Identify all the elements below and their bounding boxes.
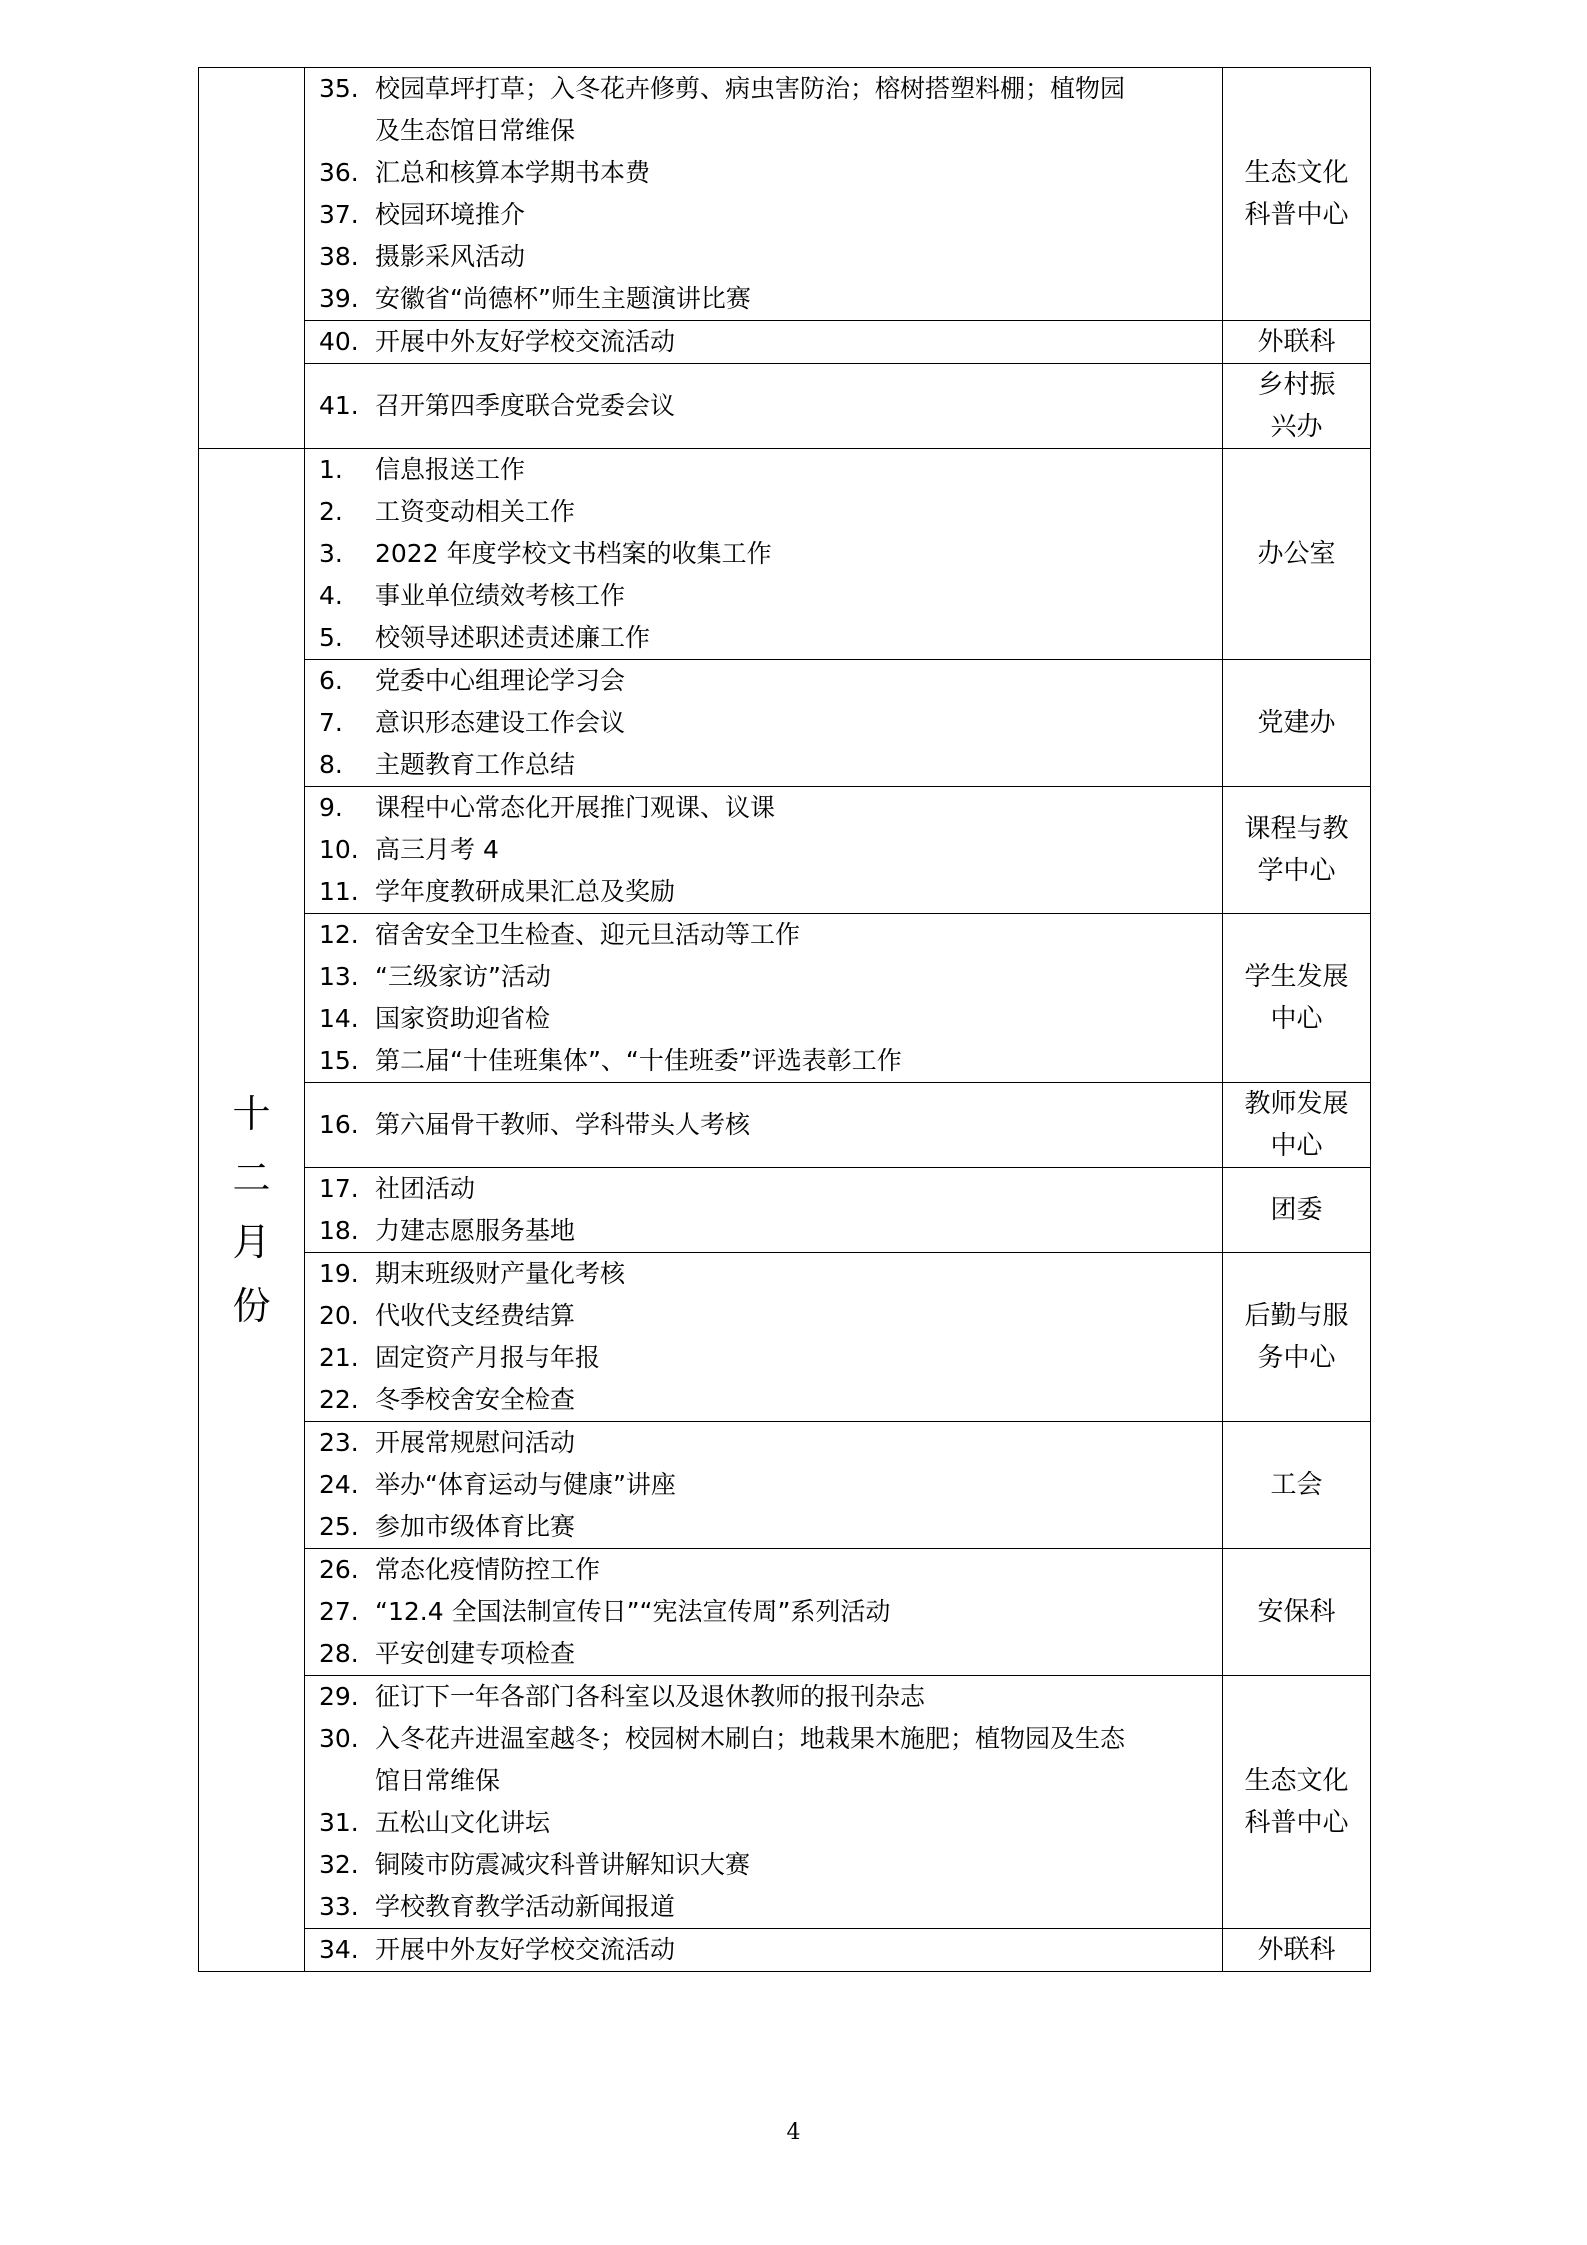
month-char: 二 xyxy=(232,1156,271,1200)
department-cell xyxy=(1223,1253,1371,1422)
task-item xyxy=(305,1104,1222,1146)
task-number: 36. xyxy=(319,158,359,187)
task-text: 校园环境推介 xyxy=(375,200,526,229)
task-list-cell xyxy=(305,1676,1223,1929)
task-group-row xyxy=(199,787,1371,914)
task-item xyxy=(305,787,1222,829)
task-number: 9. xyxy=(319,793,343,822)
task-item xyxy=(305,998,1222,1040)
task-number: 37. xyxy=(319,200,359,229)
task-item xyxy=(305,829,1222,871)
task-text: 主题教育工作总结 xyxy=(375,750,576,779)
task-number: 17. xyxy=(319,1174,359,1203)
task-text: 汇总和核算本学期书本费 xyxy=(375,158,651,187)
department-name: 后勤与服 xyxy=(1244,1301,1349,1331)
task-item xyxy=(305,110,1222,152)
department-name: 学中心 xyxy=(1257,856,1336,886)
task-number: 29. xyxy=(319,1682,359,1711)
task-number xyxy=(305,110,375,152)
task-number: 8. xyxy=(319,750,343,779)
task-list-cell xyxy=(305,364,1223,449)
task-text: 平安创建专项检查 xyxy=(375,1639,576,1668)
task-text: 开展中外友好学校交流活动 xyxy=(375,1935,676,1964)
task-number: 5. xyxy=(319,623,343,652)
month-cell xyxy=(199,449,305,1972)
task-item xyxy=(305,236,1222,278)
month-label xyxy=(232,1091,270,1329)
department-cell xyxy=(1223,1676,1371,1929)
task-text: 铜陵市防震减灾科普讲解知识大赛 xyxy=(375,1850,751,1879)
task-list-cell xyxy=(305,1083,1223,1168)
task-text: 校领导述职述责述廉工作 xyxy=(375,623,651,652)
task-item xyxy=(305,617,1222,659)
task-number: 27. xyxy=(319,1597,359,1626)
task-text: 工资变动相关工作 xyxy=(375,497,576,526)
task-number: 2. xyxy=(319,497,343,526)
task-item xyxy=(305,1464,1222,1506)
department-cell xyxy=(1223,1549,1371,1676)
task-number: 31. xyxy=(319,1808,359,1837)
task-list-cell xyxy=(305,1253,1223,1422)
department-name: 中心 xyxy=(1270,1131,1323,1161)
department-name: 乡村振 xyxy=(1257,370,1336,400)
task-number: 19. xyxy=(319,1259,359,1288)
task-text: 力建志愿服务基地 xyxy=(375,1216,576,1245)
task-text: 宿舍安全卫生检查、迎元旦活动等工作 xyxy=(375,920,801,949)
task-item xyxy=(305,1337,1222,1379)
task-list-cell xyxy=(305,1168,1223,1253)
task-number: 13. xyxy=(319,962,359,991)
task-number: 26. xyxy=(319,1555,359,1584)
department-cell xyxy=(1223,1168,1371,1253)
task-item xyxy=(305,1844,1222,1886)
task-list-cell xyxy=(305,914,1223,1083)
department-cell xyxy=(1223,68,1371,321)
task-number: 11. xyxy=(319,877,359,906)
department-name: 学生发展 xyxy=(1244,962,1349,992)
department-name: 办公室 xyxy=(1257,539,1336,569)
task-group-row xyxy=(199,1083,1371,1168)
task-text: “12.4 全国法制宣传日”“宪法宣传周”系列活动 xyxy=(375,1597,891,1626)
task-item xyxy=(305,491,1222,533)
task-text: 入冬花卉进温室越冬；校园树木刷白；地栽果木施肥；植物园及生态 xyxy=(375,1724,1126,1753)
department-name: 科普中心 xyxy=(1244,200,1349,230)
task-text: 开展常规慰问活动 xyxy=(375,1428,576,1457)
task-number: 40. xyxy=(319,327,359,356)
task-item xyxy=(305,1633,1222,1675)
task-number: 16. xyxy=(319,1110,359,1139)
task-list-cell xyxy=(305,68,1223,321)
task-text: 常态化疫情防控工作 xyxy=(375,1555,601,1584)
task-number: 10. xyxy=(319,835,359,864)
department-cell xyxy=(1223,1929,1371,1972)
task-text: 第二届“十佳班集体”、“十佳班委”评选表彰工作 xyxy=(375,1046,902,1075)
task-number: 39. xyxy=(319,284,359,313)
task-number: 24. xyxy=(319,1470,359,1499)
task-group-row xyxy=(199,1929,1371,1972)
task-text: 学年度教研成果汇总及奖励 xyxy=(375,877,676,906)
task-item xyxy=(305,1295,1222,1337)
task-text: 及生态馆日常维保 xyxy=(375,116,576,145)
task-number: 22. xyxy=(319,1385,359,1414)
department-cell xyxy=(1223,364,1371,449)
department-name: 外联科 xyxy=(1257,327,1336,357)
task-text: 五松山文化讲坛 xyxy=(375,1808,551,1837)
task-text: 馆日常维保 xyxy=(375,1766,501,1795)
task-text: 校园草坪打草；入冬花卉修剪、病虫害防治；榕树搭塑料棚；植物园 xyxy=(375,74,1126,103)
department-name: 团委 xyxy=(1270,1195,1323,1225)
task-item xyxy=(305,194,1222,236)
task-list-cell xyxy=(305,660,1223,787)
department-cell xyxy=(1223,914,1371,1083)
page-number: 4 xyxy=(786,2120,801,2145)
task-list-cell xyxy=(305,787,1223,914)
task-text: 2022 年度学校文书档案的收集工作 xyxy=(375,539,772,568)
task-item xyxy=(305,1802,1222,1844)
task-text: 召开第四季度联合党委会议 xyxy=(375,391,676,420)
task-text: 第六届骨干教师、学科带头人考核 xyxy=(375,1110,751,1139)
task-text: 期末班级财产量化考核 xyxy=(375,1259,626,1288)
task-item xyxy=(305,152,1222,194)
task-number: 6. xyxy=(319,666,343,695)
task-number: 33. xyxy=(319,1892,359,1921)
department-name: 工会 xyxy=(1270,1470,1323,1500)
task-group-row xyxy=(199,1422,1371,1549)
department-name: 科普中心 xyxy=(1244,1808,1349,1838)
task-text: 安徽省“尚德杯”师生主题演讲比赛 xyxy=(375,284,751,313)
task-item xyxy=(305,1210,1222,1252)
task-number: 14. xyxy=(319,1004,359,1033)
task-list-cell xyxy=(305,1422,1223,1549)
task-number: 12. xyxy=(319,920,359,949)
task-item xyxy=(305,575,1222,617)
task-item xyxy=(305,660,1222,702)
task-item xyxy=(305,1253,1222,1295)
department-cell xyxy=(1223,1422,1371,1549)
task-item xyxy=(305,871,1222,913)
task-text: 信息报送工作 xyxy=(375,455,526,484)
task-item xyxy=(305,744,1222,786)
task-group-row xyxy=(199,1253,1371,1422)
task-text: 摄影采风活动 xyxy=(375,242,526,271)
task-number: 25. xyxy=(319,1512,359,1541)
task-group-row xyxy=(199,364,1371,449)
task-item xyxy=(305,68,1222,110)
department-cell xyxy=(1223,449,1371,660)
task-number: 41. xyxy=(319,391,359,420)
task-item xyxy=(305,321,1222,363)
task-group-row xyxy=(199,321,1371,364)
department-name: 课程与教 xyxy=(1244,814,1349,844)
task-item xyxy=(305,1549,1222,1591)
task-item xyxy=(305,1929,1222,1971)
task-item xyxy=(305,914,1222,956)
month-cell xyxy=(199,68,305,449)
task-text: 课程中心常态化开展推门观课、议课 xyxy=(375,793,776,822)
task-group-row xyxy=(199,449,1371,660)
task-text: 固定资产月报与年报 xyxy=(375,1343,601,1372)
task-item xyxy=(305,702,1222,744)
task-group-row xyxy=(199,1549,1371,1676)
task-item xyxy=(305,533,1222,575)
task-group-row xyxy=(199,660,1371,787)
task-number: 30. xyxy=(319,1724,359,1753)
task-text: 代收代支经费结算 xyxy=(375,1301,576,1330)
task-text: 举办“体育运动与健康”讲座 xyxy=(375,1470,676,1499)
work-plan-body xyxy=(199,68,1371,1972)
task-list-cell xyxy=(305,449,1223,660)
task-number: 15. xyxy=(319,1046,359,1075)
task-text: 开展中外友好学校交流活动 xyxy=(375,327,676,356)
task-group-row xyxy=(199,68,1371,321)
task-item xyxy=(305,1422,1222,1464)
task-text: 冬季校舍安全检查 xyxy=(375,1385,576,1414)
department-cell xyxy=(1223,1083,1371,1168)
task-number: 18. xyxy=(319,1216,359,1245)
task-item xyxy=(305,1168,1222,1210)
department-name: 生态文化 xyxy=(1244,158,1349,188)
task-number: 4. xyxy=(319,581,343,610)
task-text: 高三月考 4 xyxy=(375,835,499,864)
task-group-row xyxy=(199,1676,1371,1929)
department-name: 安保科 xyxy=(1257,1597,1336,1627)
department-name: 兴办 xyxy=(1270,412,1323,442)
task-number: 28. xyxy=(319,1639,359,1668)
task-number: 7. xyxy=(319,708,343,737)
task-item xyxy=(305,449,1222,491)
task-item xyxy=(305,1591,1222,1633)
task-number: 38. xyxy=(319,242,359,271)
task-item xyxy=(305,1886,1222,1928)
department-name: 党建办 xyxy=(1257,708,1336,738)
task-number: 34. xyxy=(319,1935,359,1964)
task-item xyxy=(305,1676,1222,1718)
task-text: 社团活动 xyxy=(375,1174,476,1203)
work-plan-table xyxy=(198,67,1371,1972)
task-list-cell xyxy=(305,1929,1223,1972)
task-number: 23. xyxy=(319,1428,359,1457)
task-item xyxy=(305,956,1222,998)
department-name: 务中心 xyxy=(1257,1343,1336,1373)
task-group-row xyxy=(199,914,1371,1083)
department-cell xyxy=(1223,321,1371,364)
task-number: 3. xyxy=(319,539,343,568)
task-text: 参加市级体育比赛 xyxy=(375,1512,576,1541)
task-text: “三级家访”活动 xyxy=(375,962,551,991)
task-number: 32. xyxy=(319,1850,359,1879)
department-cell xyxy=(1223,787,1371,914)
task-text: 事业单位绩效考核工作 xyxy=(375,581,626,610)
task-text: 意识形态建设工作会议 xyxy=(375,708,626,737)
task-number xyxy=(305,1760,375,1802)
task-item xyxy=(305,385,1222,427)
department-name: 外联科 xyxy=(1257,1935,1336,1965)
task-item xyxy=(305,1718,1222,1760)
task-number: 35. xyxy=(319,74,359,103)
month-char: 十 xyxy=(232,1092,271,1136)
month-char: 月 xyxy=(232,1220,271,1264)
task-text: 党委中心组理论学习会 xyxy=(375,666,626,695)
task-item xyxy=(305,278,1222,320)
task-text: 国家资助迎省检 xyxy=(375,1004,551,1033)
task-number: 21. xyxy=(319,1343,359,1372)
department-cell xyxy=(1223,660,1371,787)
task-item xyxy=(305,1506,1222,1548)
task-group-row xyxy=(199,1168,1371,1253)
department-name: 中心 xyxy=(1270,1004,1323,1034)
department-name: 生态文化 xyxy=(1244,1766,1349,1796)
task-item xyxy=(305,1040,1222,1082)
task-number: 20. xyxy=(319,1301,359,1330)
department-name: 教师发展 xyxy=(1244,1089,1349,1119)
task-text: 征订下一年各部门各科室以及退休教师的报刊杂志 xyxy=(375,1682,926,1711)
task-text: 学校教育教学活动新闻报道 xyxy=(375,1892,676,1921)
task-item xyxy=(305,1760,1222,1802)
task-item xyxy=(305,1379,1222,1421)
task-list-cell xyxy=(305,321,1223,364)
task-number: 1. xyxy=(319,455,343,484)
month-char: 份 xyxy=(232,1284,271,1328)
task-list-cell xyxy=(305,1549,1223,1676)
